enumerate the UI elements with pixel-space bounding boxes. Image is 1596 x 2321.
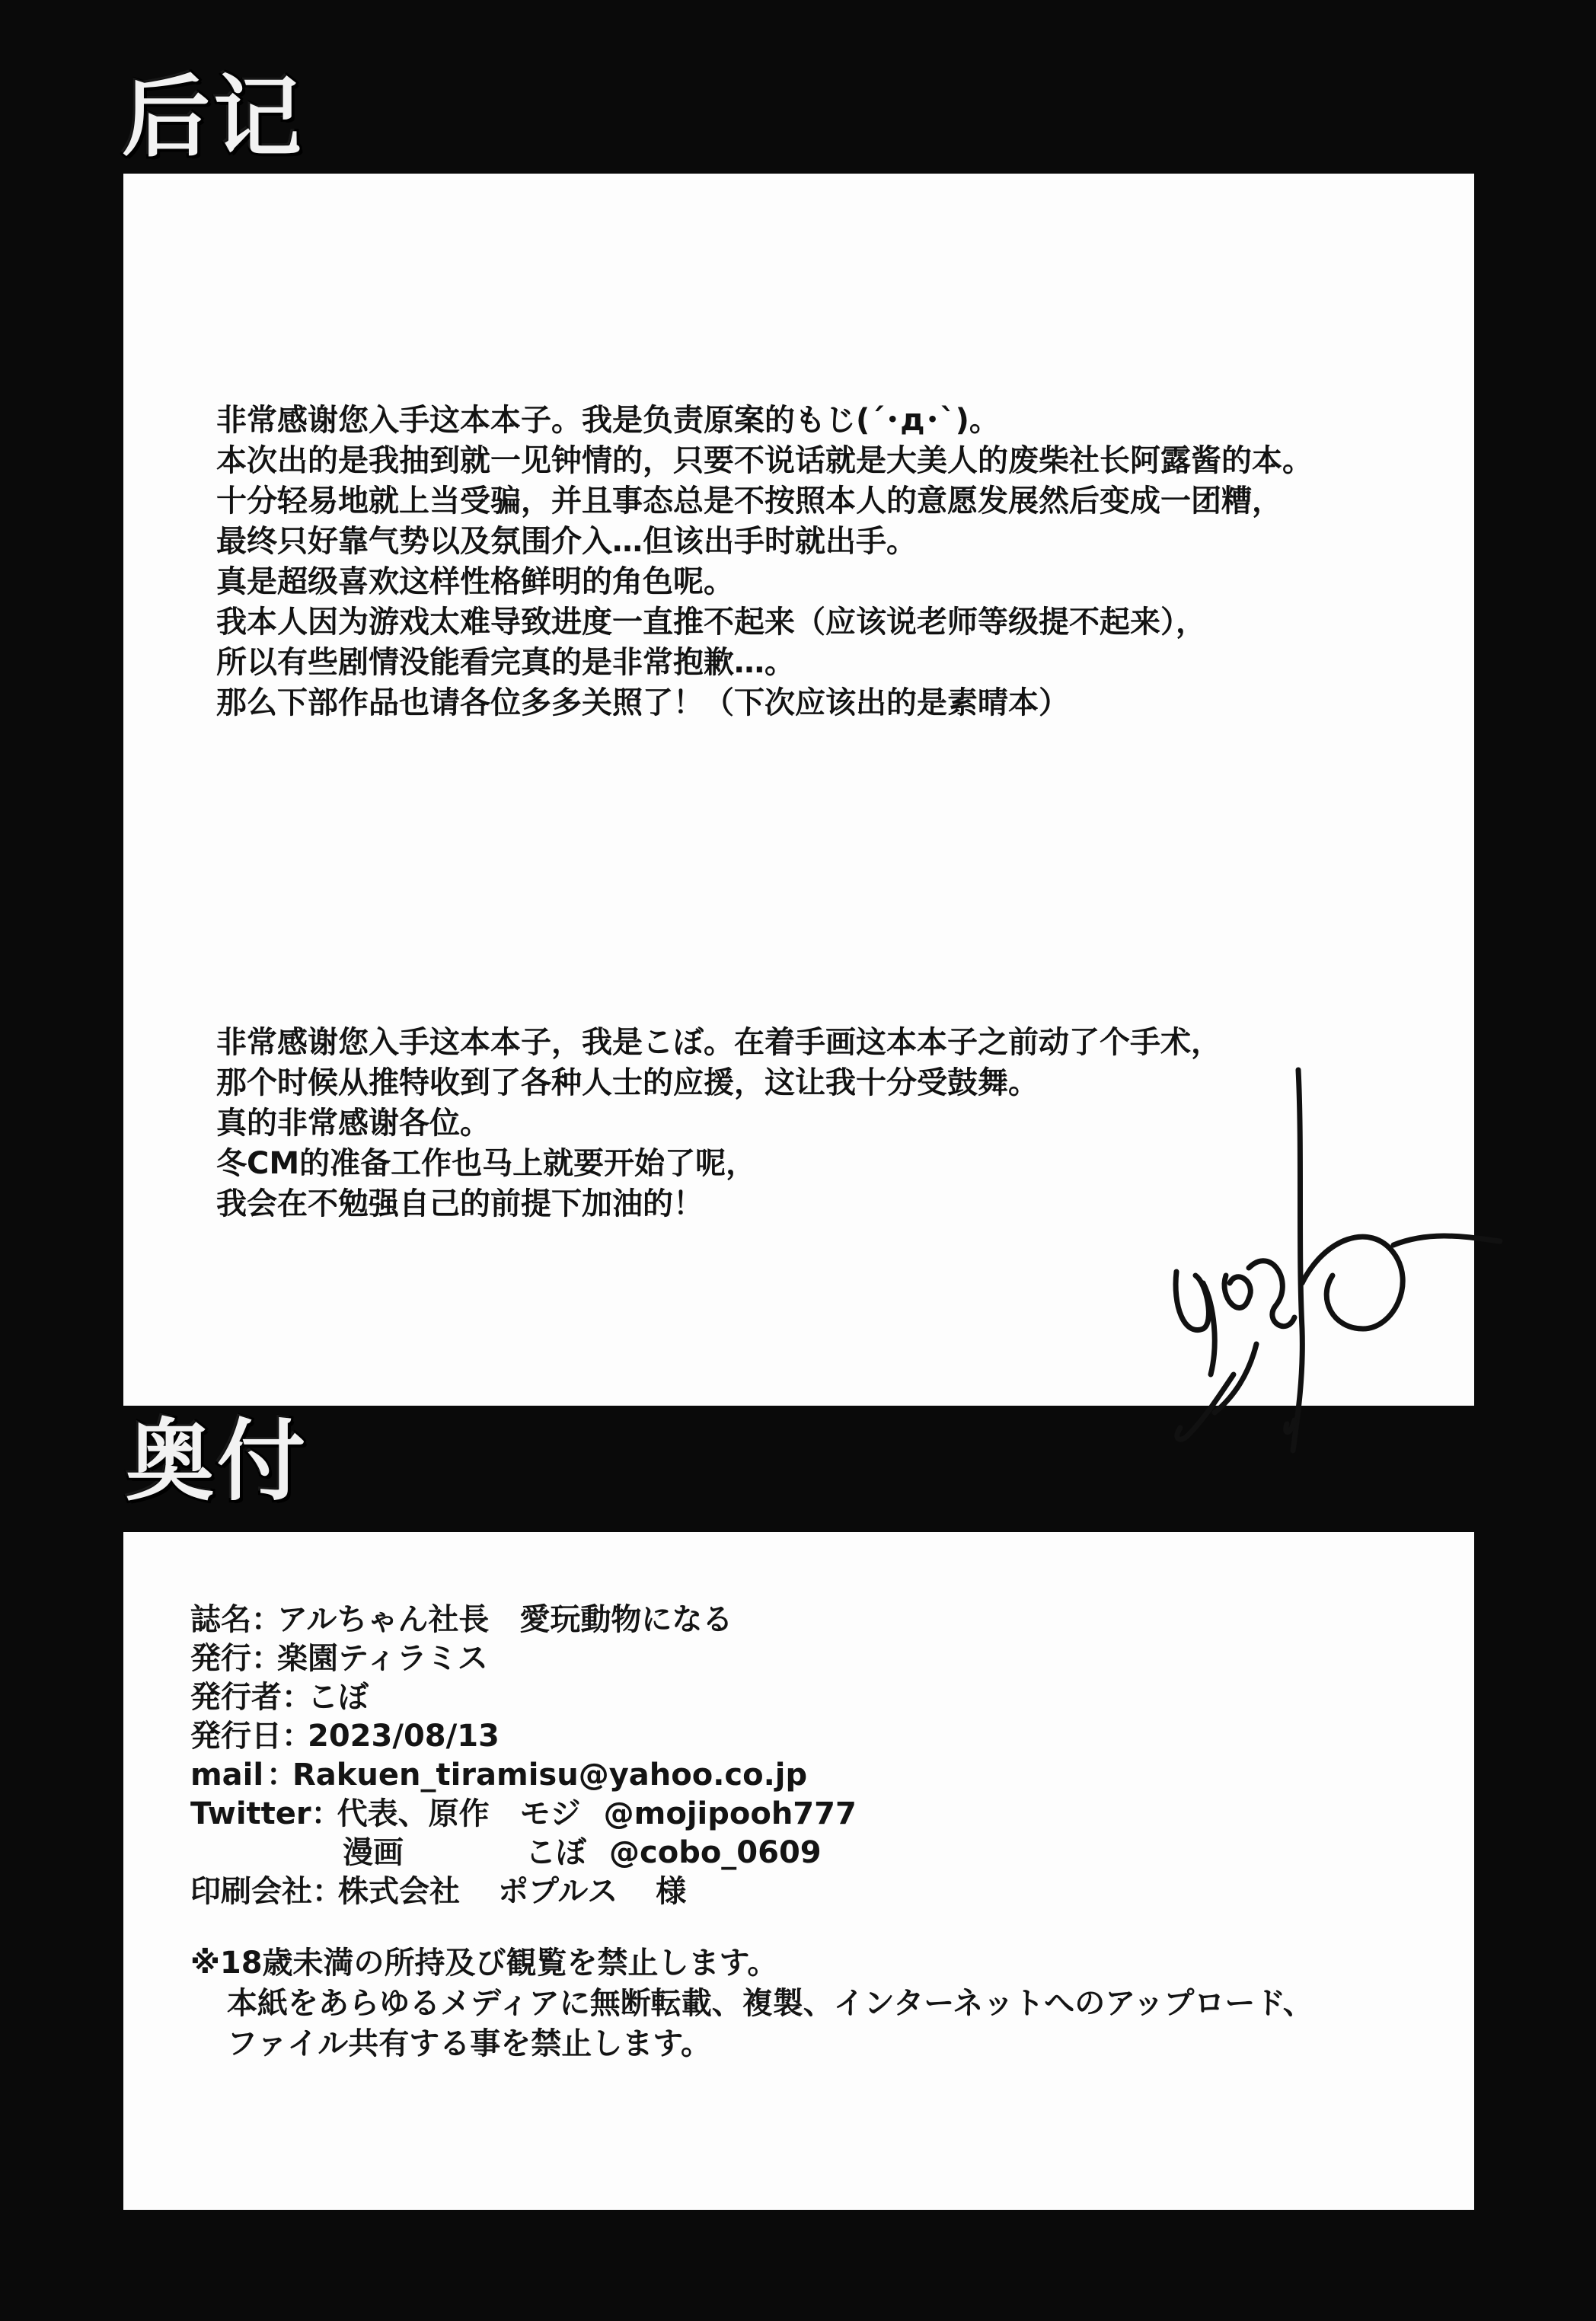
moji-line: 十分轻易地就上当受骗，并且事态总是不按照本人的意愿发展然后变成一团糟， — [216, 484, 1282, 519]
title-label: 誌名 — [190, 1602, 251, 1637]
twitter-row — [190, 1795, 857, 1834]
twitter-label: Twitter — [190, 1796, 311, 1831]
indent-spacer — [190, 1834, 343, 1872]
printer-name: ポプルス — [498, 1874, 618, 1909]
twitter-role: 漫画 — [343, 1835, 404, 1870]
issuer-row — [190, 1678, 857, 1717]
printer: 株式会社 — [338, 1874, 460, 1909]
separator: ： — [251, 1602, 282, 1637]
moji-message — [216, 401, 1313, 723]
publish-date: 2023/08/13 — [308, 1719, 500, 1754]
kobo-line: 冬CM的准备工作也马上就要开始了呢， — [216, 1146, 757, 1181]
separator: ： — [311, 1796, 342, 1831]
notice-line: 本紙をあらゆるメディアに無断転載、複製、インターネットへのアップロード、 — [227, 1986, 1314, 2021]
moji-line: 非常感谢您入手这本本子。我是负责原案的もじ(´･д･`)。 — [216, 403, 1000, 438]
printer-label: 印刷会社 — [190, 1874, 312, 1909]
separator: ： — [267, 1758, 297, 1793]
moji-line: 最终只好靠气势以及氛围介入…但该出手时就出手。 — [216, 524, 917, 559]
publisher: 楽園ティラミス — [277, 1641, 488, 1676]
twitter-handle[interactable]: @cobo_0609 — [609, 1835, 822, 1870]
issuer-label: 発行者 — [190, 1680, 282, 1715]
separator: ： — [282, 1719, 312, 1754]
printer-suffix: 様 — [656, 1874, 687, 1909]
moji-line: 真是超级喜欢这样性格鲜明的角色呢。 — [216, 564, 734, 599]
mail-label: mail — [190, 1758, 264, 1793]
mail-row — [190, 1756, 857, 1795]
separator: ： — [312, 1874, 343, 1909]
issuer: こぼ — [308, 1680, 369, 1715]
publisher-label: 発行 — [190, 1641, 251, 1676]
notice-line: ※18歳未満の所持及び観覧を禁止します。 — [190, 1946, 778, 1981]
moji-line: 所以有些剧情没能看完真的是非常抱歉…。 — [216, 645, 795, 680]
colophon-heading: 奥付 — [126, 1410, 308, 1513]
colophon-info — [190, 1601, 857, 1911]
twitter-row — [190, 1834, 857, 1872]
handwritten-signature — [1142, 1055, 1508, 1466]
twitter-name: モジ — [519, 1796, 581, 1831]
date-row — [190, 1717, 857, 1756]
title-row — [190, 1601, 857, 1639]
kobo-line: 那个时候从推特收到了各种人士的应援，这让我十分受鼓舞。 — [216, 1065, 1039, 1100]
twitter-name: こぼ — [525, 1835, 586, 1870]
moji-line: 我本人因为游戏太难导致进度一直推不起来（应该说老师等级提不起来）， — [216, 605, 1206, 640]
twitter-role: 代表、原作 — [337, 1796, 490, 1831]
mail-address[interactable]: Rakuen_tiramisu@yahoo.co.jp — [292, 1758, 808, 1793]
separator: ： — [251, 1641, 282, 1676]
printer-row — [190, 1872, 857, 1911]
notice-line: ファイル共有する事を禁止します。 — [227, 2026, 711, 2061]
legal-notice — [190, 1943, 1314, 2064]
date-label: 発行日 — [190, 1719, 282, 1754]
publisher-row — [190, 1639, 857, 1678]
book-title: アルちゃん社長 愛玩動物になる — [277, 1602, 733, 1637]
colophon-panel — [123, 1532, 1474, 2210]
afterword-heading: 后记 — [122, 66, 305, 169]
twitter-handle[interactable]: @mojipooh777 — [603, 1796, 857, 1831]
separator: ： — [282, 1680, 312, 1715]
kobo-message — [216, 1023, 1221, 1224]
moji-line: 本次出的是我抽到就一见钟情的，只要不说话就是大美人的废柴社长阿露酱的本。 — [216, 443, 1313, 478]
kobo-line: 非常感谢您入手这本本子，我是こぼ。在着手画这本本子之前动了个手术， — [216, 1025, 1221, 1060]
moji-line: 那么下部作品也请各位多多关照了！（下次应该出的是素晴本） — [216, 685, 1069, 720]
kobo-line: 真的非常感谢各位。 — [216, 1106, 490, 1141]
kobo-line: 我会在不勉强自己的前提下加油的！ — [216, 1186, 704, 1221]
